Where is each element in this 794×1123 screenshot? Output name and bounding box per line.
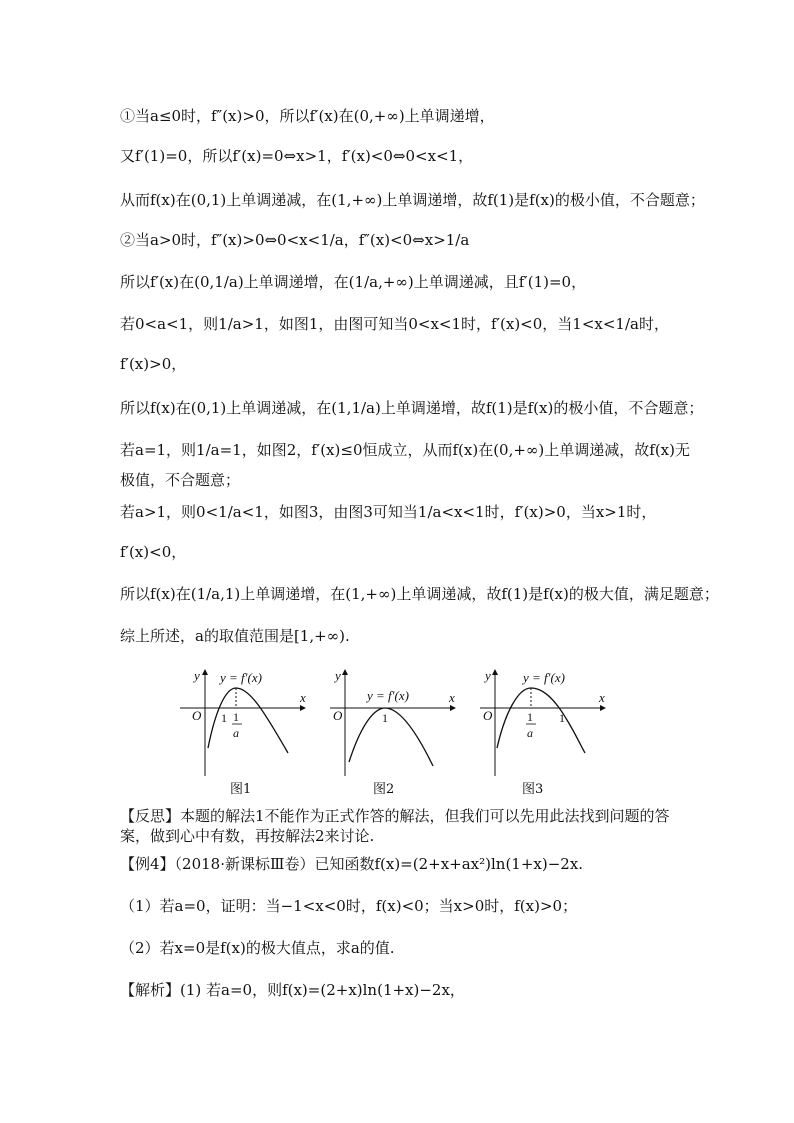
text-line-1: ①当a≤0时，f″(x)>0，所以f′(x)在(0,+∞)上单调递增， <box>120 107 495 125</box>
tick-label: 1 <box>233 710 239 724</box>
origin-label: O <box>192 708 202 723</box>
text-line-13: 所以f(x)在(1/a,1)上单调递增，在(1,+∞)上单调递减，故f(1)是f(x)的极大值，满足题意； <box>120 585 719 603</box>
x-label: x <box>449 690 455 705</box>
x-label: x <box>599 690 605 705</box>
text-line-12: f′(x)<0， <box>120 543 187 561</box>
text-line-3: 从而f(x)在(0,1)上单调递减，在(1,+∞)上单调递增，故f(1)是f(x)的极小值，不合题意； <box>120 191 705 209</box>
figure-group <box>170 658 620 798</box>
curve-label: y = f′(x) <box>220 670 262 685</box>
text-line-8: 所以f(x)在(0,1)上单调递减，在(1,1/a)上单调递增，故f(1)是f(x)的极小值，不合题意； <box>120 399 704 417</box>
solution-line: 【解析】(1) 若a=0，则f(x)=(2+x)ln(1+x)−2x， <box>120 981 465 999</box>
curve <box>208 688 288 753</box>
text-line-4: ②当a>0时，f″(x)>0⇔0<x<1/a，f″(x)<0⇔x>1/a <box>120 231 470 249</box>
text-line-10: 极值，不合题意； <box>120 471 241 489</box>
curve <box>349 708 433 766</box>
text-line-9: 若a=1，则1/a=1，如图2，f′(x)≤0恒成立，从而f(x)在(0,+∞)上单调递减，故f(x)无 <box>120 441 690 459</box>
figure-1 <box>170 658 310 778</box>
text-line-6: 若0<a<1，则1/a>1，如图1，由图可知当0<x<1时，f′(x)<0，当1<x<1/a时， <box>120 315 669 333</box>
figure-2 <box>325 658 465 778</box>
figure-2-caption: 图2 <box>373 782 395 797</box>
y-label: y <box>194 668 200 683</box>
curve-label: y = f′(x) <box>523 670 565 685</box>
curve <box>497 688 585 753</box>
figure-3-caption: 图3 <box>522 782 544 797</box>
reflection-paragraph: 【反思】本题的解法1不能作为正式作答的解法，但我们可以先用此法找到问题的答案，做到心中有数，再按解法2来讨论. <box>120 807 670 845</box>
curve-label: y = f′(x) <box>367 688 409 703</box>
tick-label: 1 <box>382 711 388 725</box>
question-2: （2）若x=0是f(x)的极大值点，求a的值. <box>120 939 395 957</box>
tick-label: 1 <box>527 710 533 724</box>
y-label: y <box>335 668 341 683</box>
tick-label: 1 <box>221 711 227 725</box>
origin-label: O <box>483 708 493 723</box>
origin-label: O <box>333 708 343 723</box>
text-line-14: 综上所述，a的取值范围是[1,+∞). <box>120 627 350 645</box>
text-line-11: 若a>1，则0<1/a<1，如图3，由图3可知当1/a<x<1时，f′(x)>0，当x>1时， <box>120 503 657 521</box>
y-label: y <box>485 668 491 683</box>
tick-label: a <box>527 726 533 740</box>
figure-1-caption: 图1 <box>230 782 252 797</box>
example-4-statement: 【例4】（2018·新课标Ⅲ卷）已知函数f(x)=(2+x+ax²)ln(1+x)−2x. <box>120 855 584 873</box>
tick-label: 1 <box>559 711 565 725</box>
figure-3 <box>475 658 615 778</box>
text-line-7: f′(x)>0， <box>120 355 187 373</box>
text-line-2: 又f′(1)=0，所以f′(x)=0⇔x>1，f′(x)<0⇔0<x<1， <box>120 147 474 165</box>
question-1: （1）若a=0，证明：当−1<x<0时，f(x)<0；当x>0时，f(x)>0； <box>120 897 578 915</box>
text-line-5: 所以f′(x)在(0,1/a)上单调递增，在(1/a,+∞)上单调递减，且f′(1)=0， <box>120 273 587 291</box>
tick-label: a <box>233 726 239 740</box>
x-label: x <box>300 690 306 705</box>
